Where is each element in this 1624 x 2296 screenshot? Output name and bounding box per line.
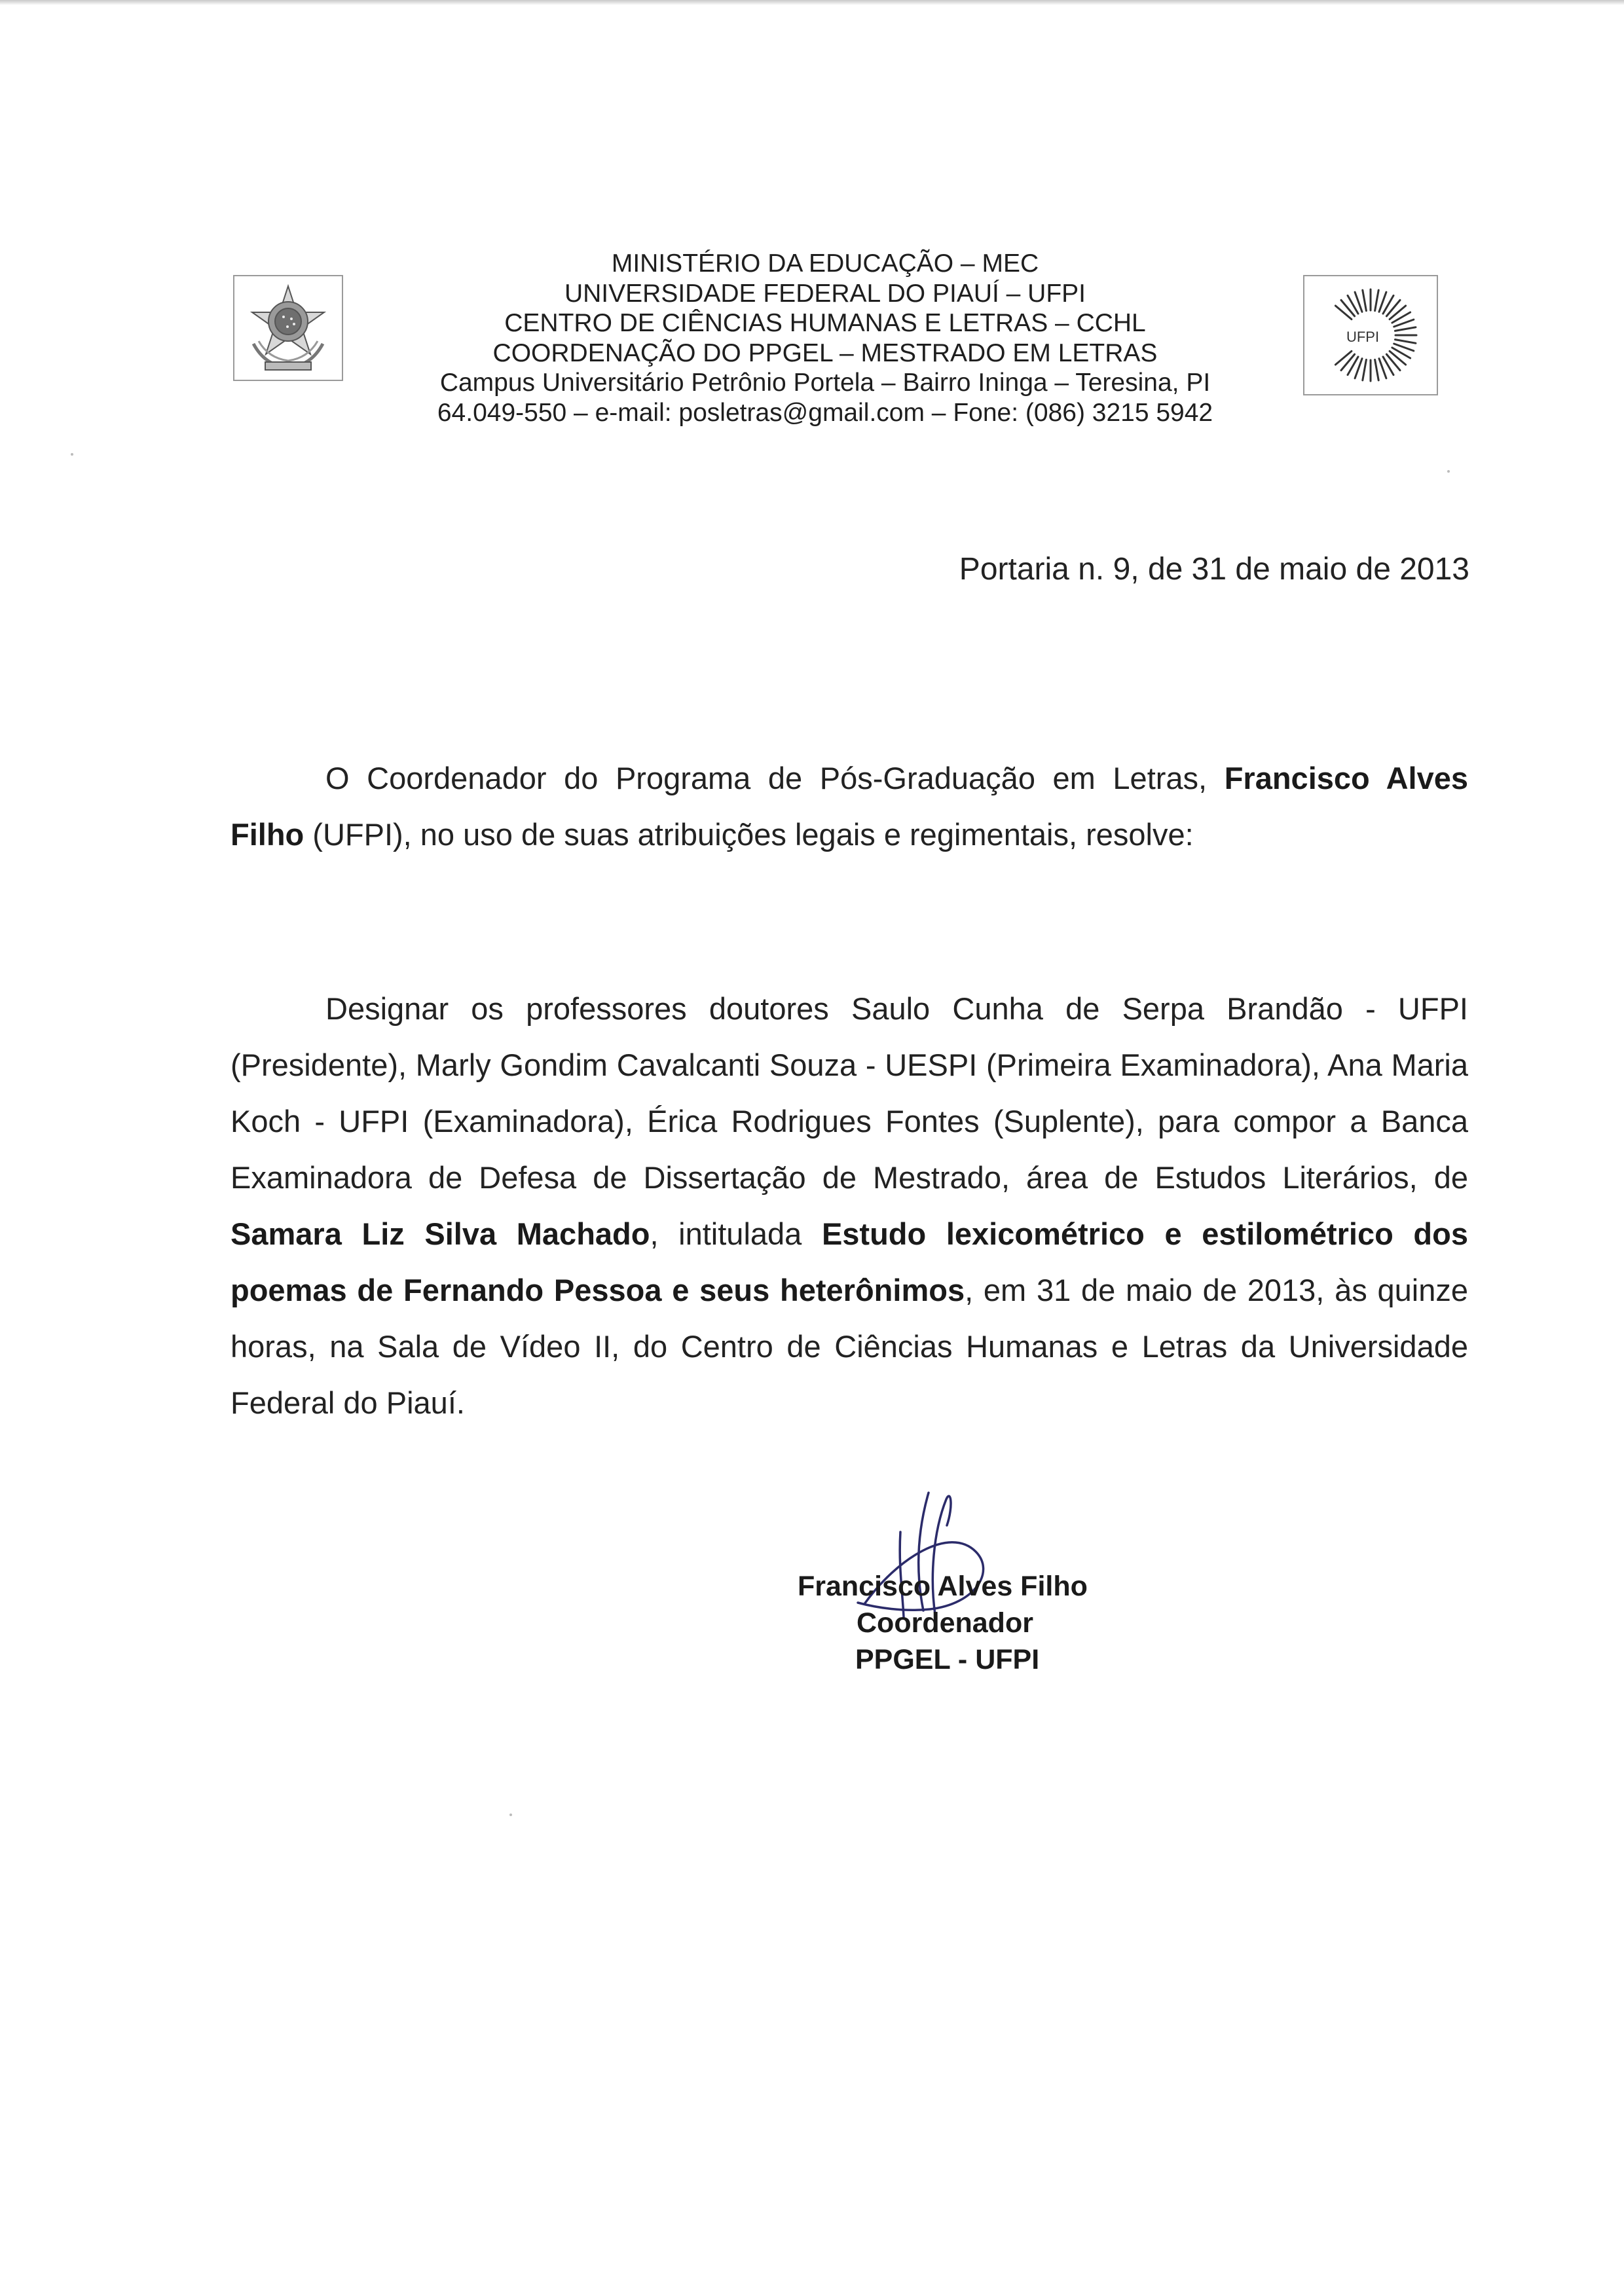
ufpi-logo-ray [1335,351,1351,365]
intro-text-after: (UFPI), no uso de suas atribuições legais e regimentais, resolve: [304,817,1194,852]
student-name: Samara Liz Silva Machado [231,1216,650,1251]
signatory-role: Coordenador [857,1607,1033,1639]
intro-text-before: O Coordenador do Programa de Pós-Graduação em Letras, [325,761,1225,795]
resolution-body [231,981,1468,1431]
ordinance-reference: Portaria n. 9, de 31 de maio de 2013 [959,552,1469,587]
signatory-name: Francisco Alves Filho [798,1571,1088,1602]
committee-text: Designar os professores doutores Saulo Cunha de Serpa Brandão - UFPI (Presidente), Marly Gondim Cavalcanti Souza - UESPI (Primeira Examinadora), Ana Maria Koch - UFPI (Examinadora), Érica Rodrigues Fontes (Suplente), para compor a Banca Examinadora de Defesa de Dissertação de Mestrado, área de Estudos Literários, de [231,991,1468,1195]
ministry-line: MINISTÉRIO DA EDUCAÇÃO – MEC [611,249,1039,278]
ufpi-logo-text: UFPI [1346,329,1380,345]
brazil-coat-of-arms-icon [239,281,337,375]
schedule-text: , em 31 de maio de 2013, às quinze horas, na Sala de Vídeo II, do Centro de Ciências Humanas e Letras da Universidade Federal do Piauí. [231,1273,1468,1420]
signatory-unit: PPGEL - UFPI [855,1644,1040,1675]
scan-top-edge [0,0,1624,5]
contact-line: 64.049-550 – e-mail: posletras@gmail.com – Fone: (086) 3215 5942 [437,398,1213,427]
scan-speck [1447,470,1450,473]
scan-speck [509,1813,512,1816]
scan-speck [71,453,73,456]
letterhead [367,249,1283,428]
ufpi-logo-ray [1335,306,1351,319]
signature-block [798,1568,1088,1678]
dissertation-title: Estudo lexicométrico e estilométrico dos poemas de Fernando Pessoa e seus heterônimos [231,1216,1468,1307]
coordination-line: COORDENAÇÃO DO PPGEL – MESTRADO EM LETRAS [492,338,1158,367]
resolution-intro [231,750,1468,863]
ufpi-logo-ray [1395,340,1416,344]
ufpi-logo-ray [1363,359,1367,380]
ufpi-logo-icon [1312,283,1430,388]
center-line: CENTRO DE CIÊNCIAS HUMANAS E LETRAS – CCHL [504,309,1146,337]
coat-of-arms-box [233,275,343,381]
ufpi-logo-ray [1395,327,1416,331]
ufpi-logo-ray [1375,290,1379,311]
titled-text: , intitulada [650,1216,822,1251]
university-line: UNIVERSIDADE FEDERAL DO PIAUÍ – UFPI [564,279,1086,308]
ufpi-logo-ray [1375,359,1379,380]
ufpi-logo-box [1303,275,1438,395]
address-line: Campus Universitário Petrônio Portela – Bairro Ininga – Teresina, PI [439,369,1211,397]
coordinator-name: Francisco Alves Filho [231,761,1468,852]
ufpi-logo-ray [1363,290,1367,311]
